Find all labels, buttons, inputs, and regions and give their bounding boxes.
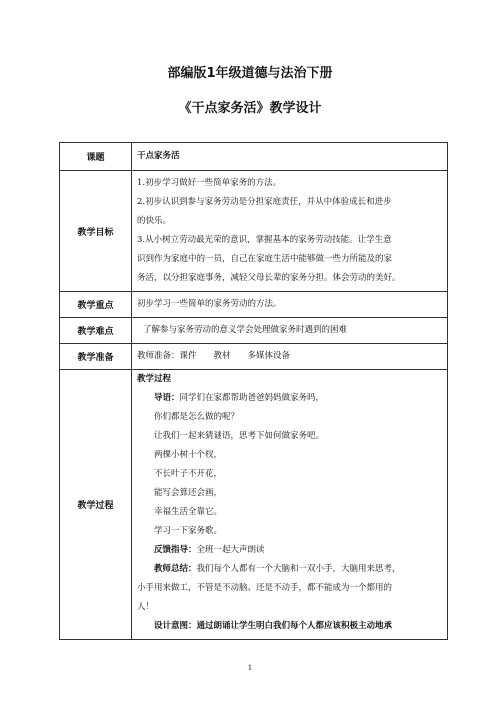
difficulty-text: 了解参与家务劳动的意义学会处理做家务时遇到的困难 [143, 325, 348, 335]
document-subtitle: 《干点家务活》教学设计 [178, 101, 322, 116]
lesson-plan-table [59, 142, 448, 640]
intro-label: 导语： [154, 393, 180, 403]
summary-text: 我们每个人都有一个大脑和一双小手，大脑用来思考， [196, 564, 401, 574]
row-preparation [60, 344, 448, 370]
document-title: 部编版1年级道德与法治下册 [167, 66, 333, 81]
label-objectives: 教学目标 [60, 171, 132, 292]
objective-line: 识到作为家庭中的一员，自己在家庭生活中能够做一些力所能及的家 [137, 254, 393, 264]
row-topic [60, 143, 448, 171]
label-process: 教学过程 [60, 370, 132, 640]
intent-label: 设计意图： [154, 621, 197, 631]
page-number: 1 [247, 664, 253, 672]
summary-line: 小手用来做工，不管是不动脑、还是不动手，都不能成为一个都用的 [137, 583, 393, 593]
process-intro [137, 389, 443, 408]
intent-text: 通过朗诵让学生明白我们每个人都应该积极主动地承 [196, 621, 393, 631]
row-objectives [60, 171, 448, 292]
riddle-line: 两棵小树十个杈， [154, 450, 223, 460]
topic-text: 干点家务活 [137, 151, 180, 161]
process-heading: 教学过程 [137, 374, 172, 384]
row-difficulty [60, 318, 448, 344]
value-objectives [132, 171, 448, 292]
value-difficulty [132, 318, 448, 344]
process-summary [137, 560, 443, 579]
process-line: 让我们一起来猜谜语，思考下如何做家务吧。 [154, 431, 325, 441]
process-line: 学习一下家务歌。 [154, 526, 223, 536]
label-preparation: 教学准备 [60, 344, 132, 370]
key-point-text: 初步学习一些简单的家务劳动的方法。 [137, 299, 282, 309]
summary-line: 人！ [137, 602, 155, 612]
objective-line: 的快乐。 [137, 216, 172, 226]
row-process [60, 370, 448, 640]
process-line: 你们都是怎么做的呢？ [154, 412, 240, 422]
objective-line: 务活，以分担家庭事务，减轻父母长辈的家务分担。体会劳动的美好。 [137, 273, 401, 283]
objective-line: 2.初步认识到参与家务劳动是分担家庭责任，并从中体验成长和进步 [137, 197, 392, 207]
riddle-line: 幸福生活全靠它。 [154, 507, 223, 517]
riddle-line: 能写会算还会画， [154, 488, 223, 498]
row-key-point [60, 292, 448, 318]
label-key-point: 教学重点 [60, 292, 132, 318]
value-key-point [132, 292, 448, 318]
process-intent [137, 617, 443, 636]
preparation-text: 教师准备：课件 教材 多媒体设备 [137, 351, 291, 361]
objective-line: 3.从小树立劳动最光荣的意识，掌握基本的家务劳动技能。让学生意 [137, 235, 392, 245]
riddle-line: 不长叶子不开花， [154, 469, 223, 479]
value-preparation [132, 344, 448, 370]
feedback-text: 全班一起大声朗读 [196, 545, 265, 555]
summary-label: 教师总结： [154, 564, 197, 574]
label-difficulty: 教学难点 [60, 318, 132, 344]
value-process [132, 370, 448, 640]
objective-line: 1.初步学习做好一些简单家务的方法。 [137, 178, 282, 188]
process-feedback [137, 541, 443, 560]
label-topic: 课题 [60, 143, 132, 171]
feedback-label: 反馈指导： [154, 545, 197, 555]
intro-text: 同学们在家都帮助爸爸妈妈做家务吗， [179, 393, 325, 403]
value-topic [132, 143, 448, 171]
